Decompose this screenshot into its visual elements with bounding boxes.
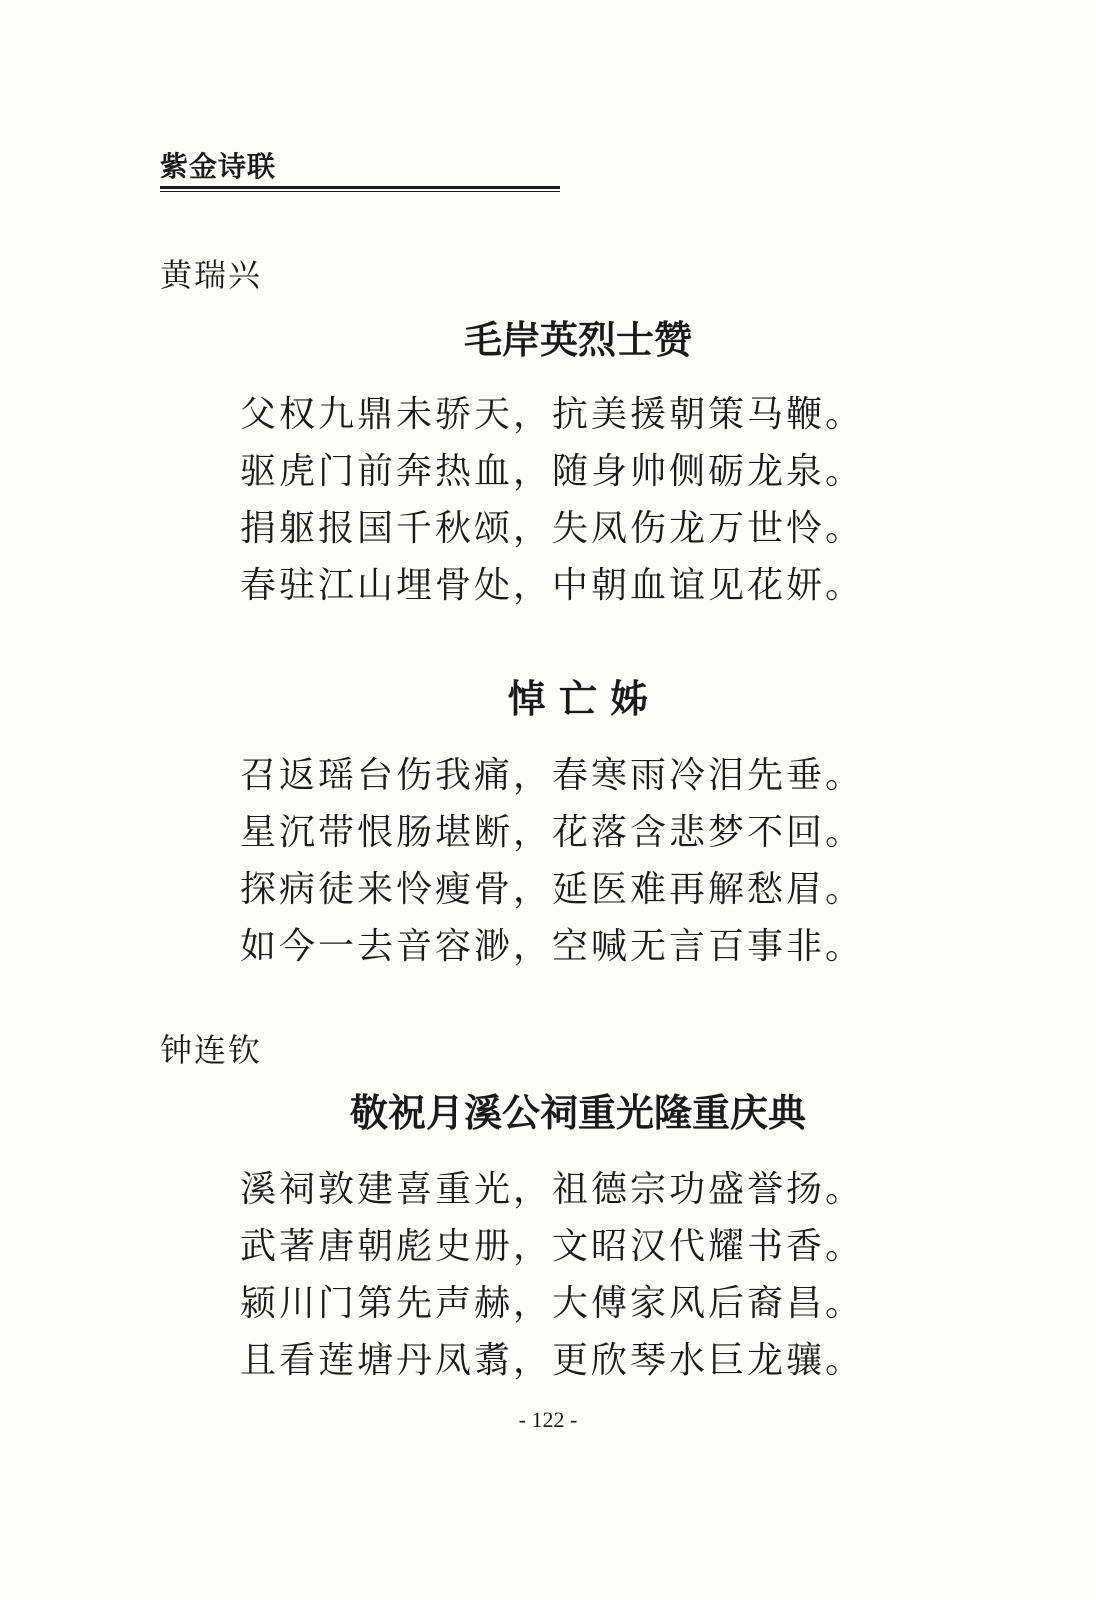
poem-title: 毛岸英烈士赞 xyxy=(463,318,692,362)
book-title: 紫金诗联 xyxy=(160,150,277,183)
author-name: 钟连钦 xyxy=(160,1031,263,1069)
poem-body xyxy=(240,1161,880,1389)
poem-body xyxy=(240,386,880,614)
poem-line: 如今一去音容渺，空喊无言百事非。 xyxy=(240,926,865,967)
poem-title: 悼 亡 姊 xyxy=(507,677,649,721)
poem-title: 敬祝月溪公祠重光隆重庆典 xyxy=(349,1091,806,1135)
page-number: - 122 - xyxy=(518,1407,578,1432)
poem-line: 召返瑶台伤我痛，春寒雨冷泪先垂。 xyxy=(240,755,865,796)
poem-line: 且看莲塘丹凤翥，更欣琴水巨龙骧。 xyxy=(240,1340,865,1381)
poem-body xyxy=(240,747,880,975)
poem-line: 溪祠敦建喜重光，祖德宗功盛誉扬。 xyxy=(240,1169,865,1210)
poem-line: 捐躯报国千秋颂，失凤伤龙万世怜。 xyxy=(240,508,865,549)
author-name: 黄瑞兴 xyxy=(160,256,263,294)
header-rule xyxy=(160,186,560,192)
poem-line: 驱虎门前奔热血，随身帅侧砺龙泉。 xyxy=(240,451,865,492)
poem-line: 探病徒来怜瘦骨，延医难再解愁眉。 xyxy=(240,869,865,910)
running-header xyxy=(160,150,560,192)
poem-line: 武著唐朝彪史册，文昭汉代耀书香。 xyxy=(240,1226,865,1267)
poem-line: 颍川门第先声赫，大傅家风后裔昌。 xyxy=(240,1283,865,1324)
poem-line: 星沉带恨肠堪断，花落含悲梦不回。 xyxy=(240,812,865,853)
poem-line: 父权九鼎未骄天，抗美援朝策马鞭。 xyxy=(240,394,865,435)
poem-line: 春驻江山埋骨处，中朝血谊见花妍。 xyxy=(240,565,865,606)
